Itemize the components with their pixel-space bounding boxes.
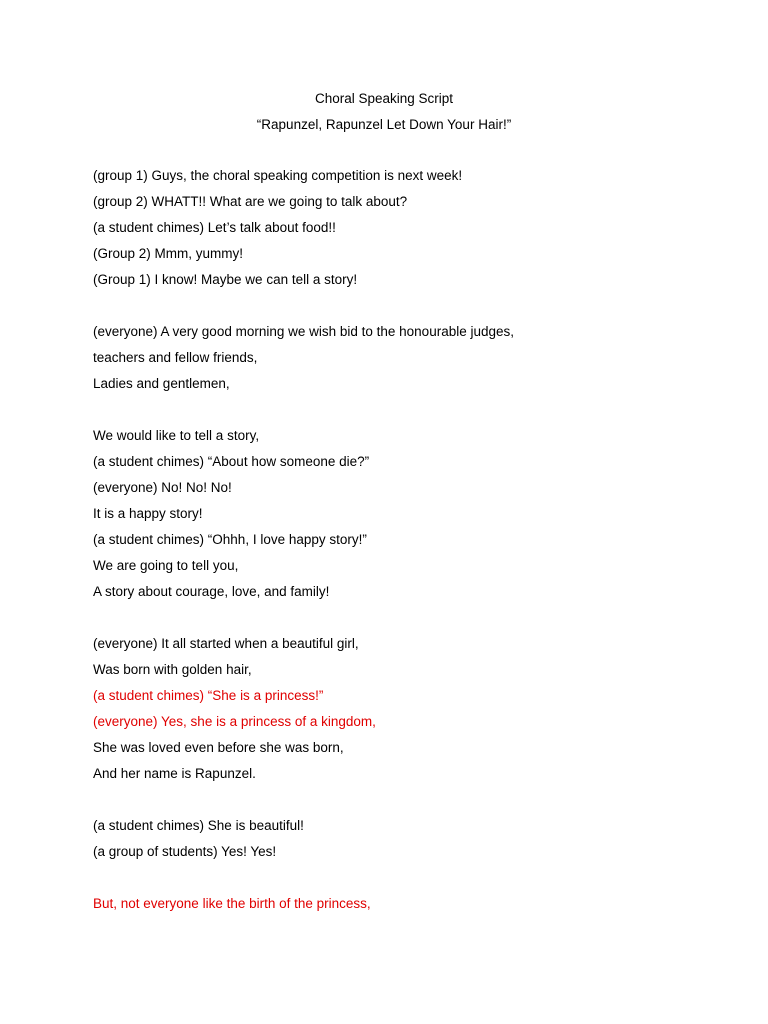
- script-line: (a student chimes) She is beautiful!: [93, 818, 304, 833]
- blank-line: [93, 397, 733, 423]
- script-body: [93, 163, 733, 917]
- script-line: (a student chimes) “About how someone die?”: [93, 454, 370, 469]
- script-line: (a student chimes) “She is a princess!”: [93, 688, 324, 703]
- script-line: (a group of students) Yes! Yes!: [93, 844, 277, 859]
- document-subtitle: “Rapunzel, Rapunzel Let Down Your Hair!”: [256, 117, 512, 132]
- script-line: (group 2) WHATT!! What are we going to talk about?: [93, 194, 408, 209]
- script-line: Ladies and gentlemen,: [93, 376, 230, 391]
- script-line: (Group 1) I know! Maybe we can tell a story!: [93, 272, 358, 287]
- blank-line: [93, 605, 733, 631]
- blank-line: [93, 787, 733, 813]
- script-line: We are going to tell you,: [93, 558, 239, 573]
- script-line: Was born with golden hair,: [93, 662, 252, 677]
- blank-line: [93, 293, 733, 319]
- script-line: And her name is Rapunzel.: [93, 766, 256, 781]
- script-line: (group 1) Guys, the choral speaking competition is next week!: [93, 168, 463, 183]
- script-line: (a student chimes) “Ohhh, I love happy story!”: [93, 532, 367, 547]
- script-line: (everyone) No! No! No!: [93, 480, 232, 495]
- blank-line: [93, 865, 733, 891]
- script-line: It is a happy story!: [93, 506, 203, 521]
- script-line: A story about courage, love, and family!: [93, 584, 330, 599]
- script-line: (a student chimes) Let’s talk about food!!: [93, 220, 336, 235]
- script-line: She was loved even before she was born,: [93, 740, 344, 755]
- script-line: We would like to tell a story,: [93, 428, 260, 443]
- script-line: (everyone) A very good morning we wish bid to the honourable judges,: [93, 324, 515, 339]
- script-line: (Group 2) Mmm, yummy!: [93, 246, 244, 261]
- script-line: (everyone) Yes, she is a princess of a kingdom,: [93, 714, 376, 729]
- document-title: Choral Speaking Script: [314, 91, 454, 106]
- script-line: (everyone) It all started when a beautiful girl,: [93, 636, 359, 651]
- title-block: [0, 86, 768, 138]
- script-line: But, not everyone like the birth of the princess,: [93, 896, 371, 911]
- script-line: teachers and fellow friends,: [93, 350, 258, 365]
